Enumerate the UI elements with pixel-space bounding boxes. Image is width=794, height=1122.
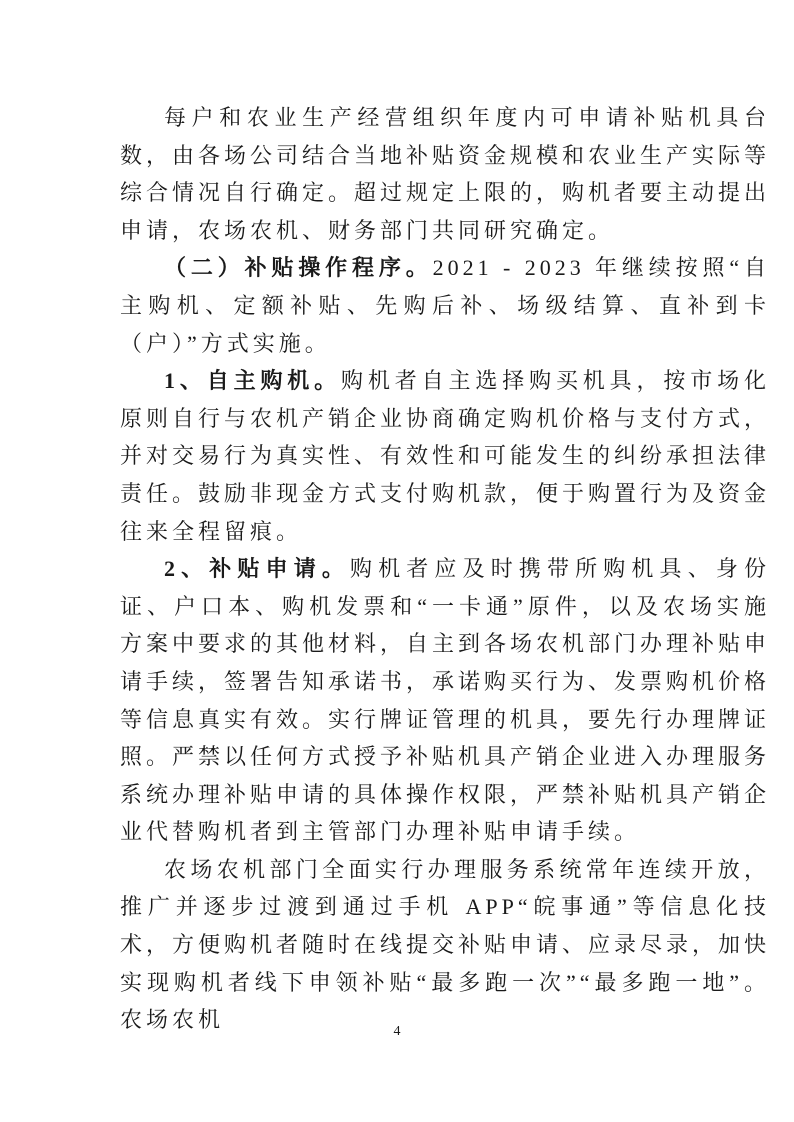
paragraph: [120, 249, 770, 362]
paragraph: [120, 362, 770, 550]
paragraph-lead: （二）补贴操作程序。: [164, 255, 433, 281]
paragraph-lead: 1、自主购机。: [164, 368, 342, 394]
paragraph-text: 农场农机部门全面实行办理服务系统常年连续开放，推广并逐步过渡到通过手机 APP“皖事通”等信息化技术，方便购机者随时在线提交补贴申请、应录尽录，加快实现购机者线下申领补贴“最多跑一次”“最多跑一地”。农场农机: [120, 856, 771, 1033]
paragraph: [120, 550, 770, 851]
paragraph: [120, 851, 770, 1039]
page-number: 4: [393, 1024, 401, 1039]
paragraph-text: 购机者应及时携带所购机具、身份证、户口本、购机发票和“一卡通”原件，以及农场实施方案中要求的其他材料，自主到各场农机部门办理补贴申请手续，签署告知承诺书，承诺购买行为、发票购机价格等信息真实有效。实行牌证管理的机具，要先行办理牌证照。严禁以任何方式授予补贴机具产销企业进入办理服务系统办理补贴申请的具体操作权限，严禁补贴机具产销企业代替购机者到主管部门办理补贴申请手续。: [120, 556, 771, 845]
paragraph: [120, 99, 770, 249]
paragraph-text: 每户和农业生产经营组织年度内可申请补贴机具台数，由各场公司结合当地补贴资金规模和农业生产实际等综合情况自行确定。超过规定上限的，购机者要主动提出申请，农场农机、财务部门共同研究确定。: [120, 105, 771, 243]
paragraph-text: 2021 - 2023 年继续按照“自主购机、定额补贴、先购后补、场级结算、直补到卡（户）”方式实施。: [120, 255, 770, 356]
document-body: [120, 99, 770, 1039]
paragraph-text: 购机者自主选择购买机具，按市场化原则自行与农机产销企业协商确定购机价格与支付方式，并对交易行为真实性、有效性和可能发生的纠纷承担法律责任。鼓励非现金方式支付购机款，便于购置行为及资金往来全程留痕。: [120, 368, 771, 544]
paragraph-lead: 2、补贴申请。: [164, 556, 350, 582]
